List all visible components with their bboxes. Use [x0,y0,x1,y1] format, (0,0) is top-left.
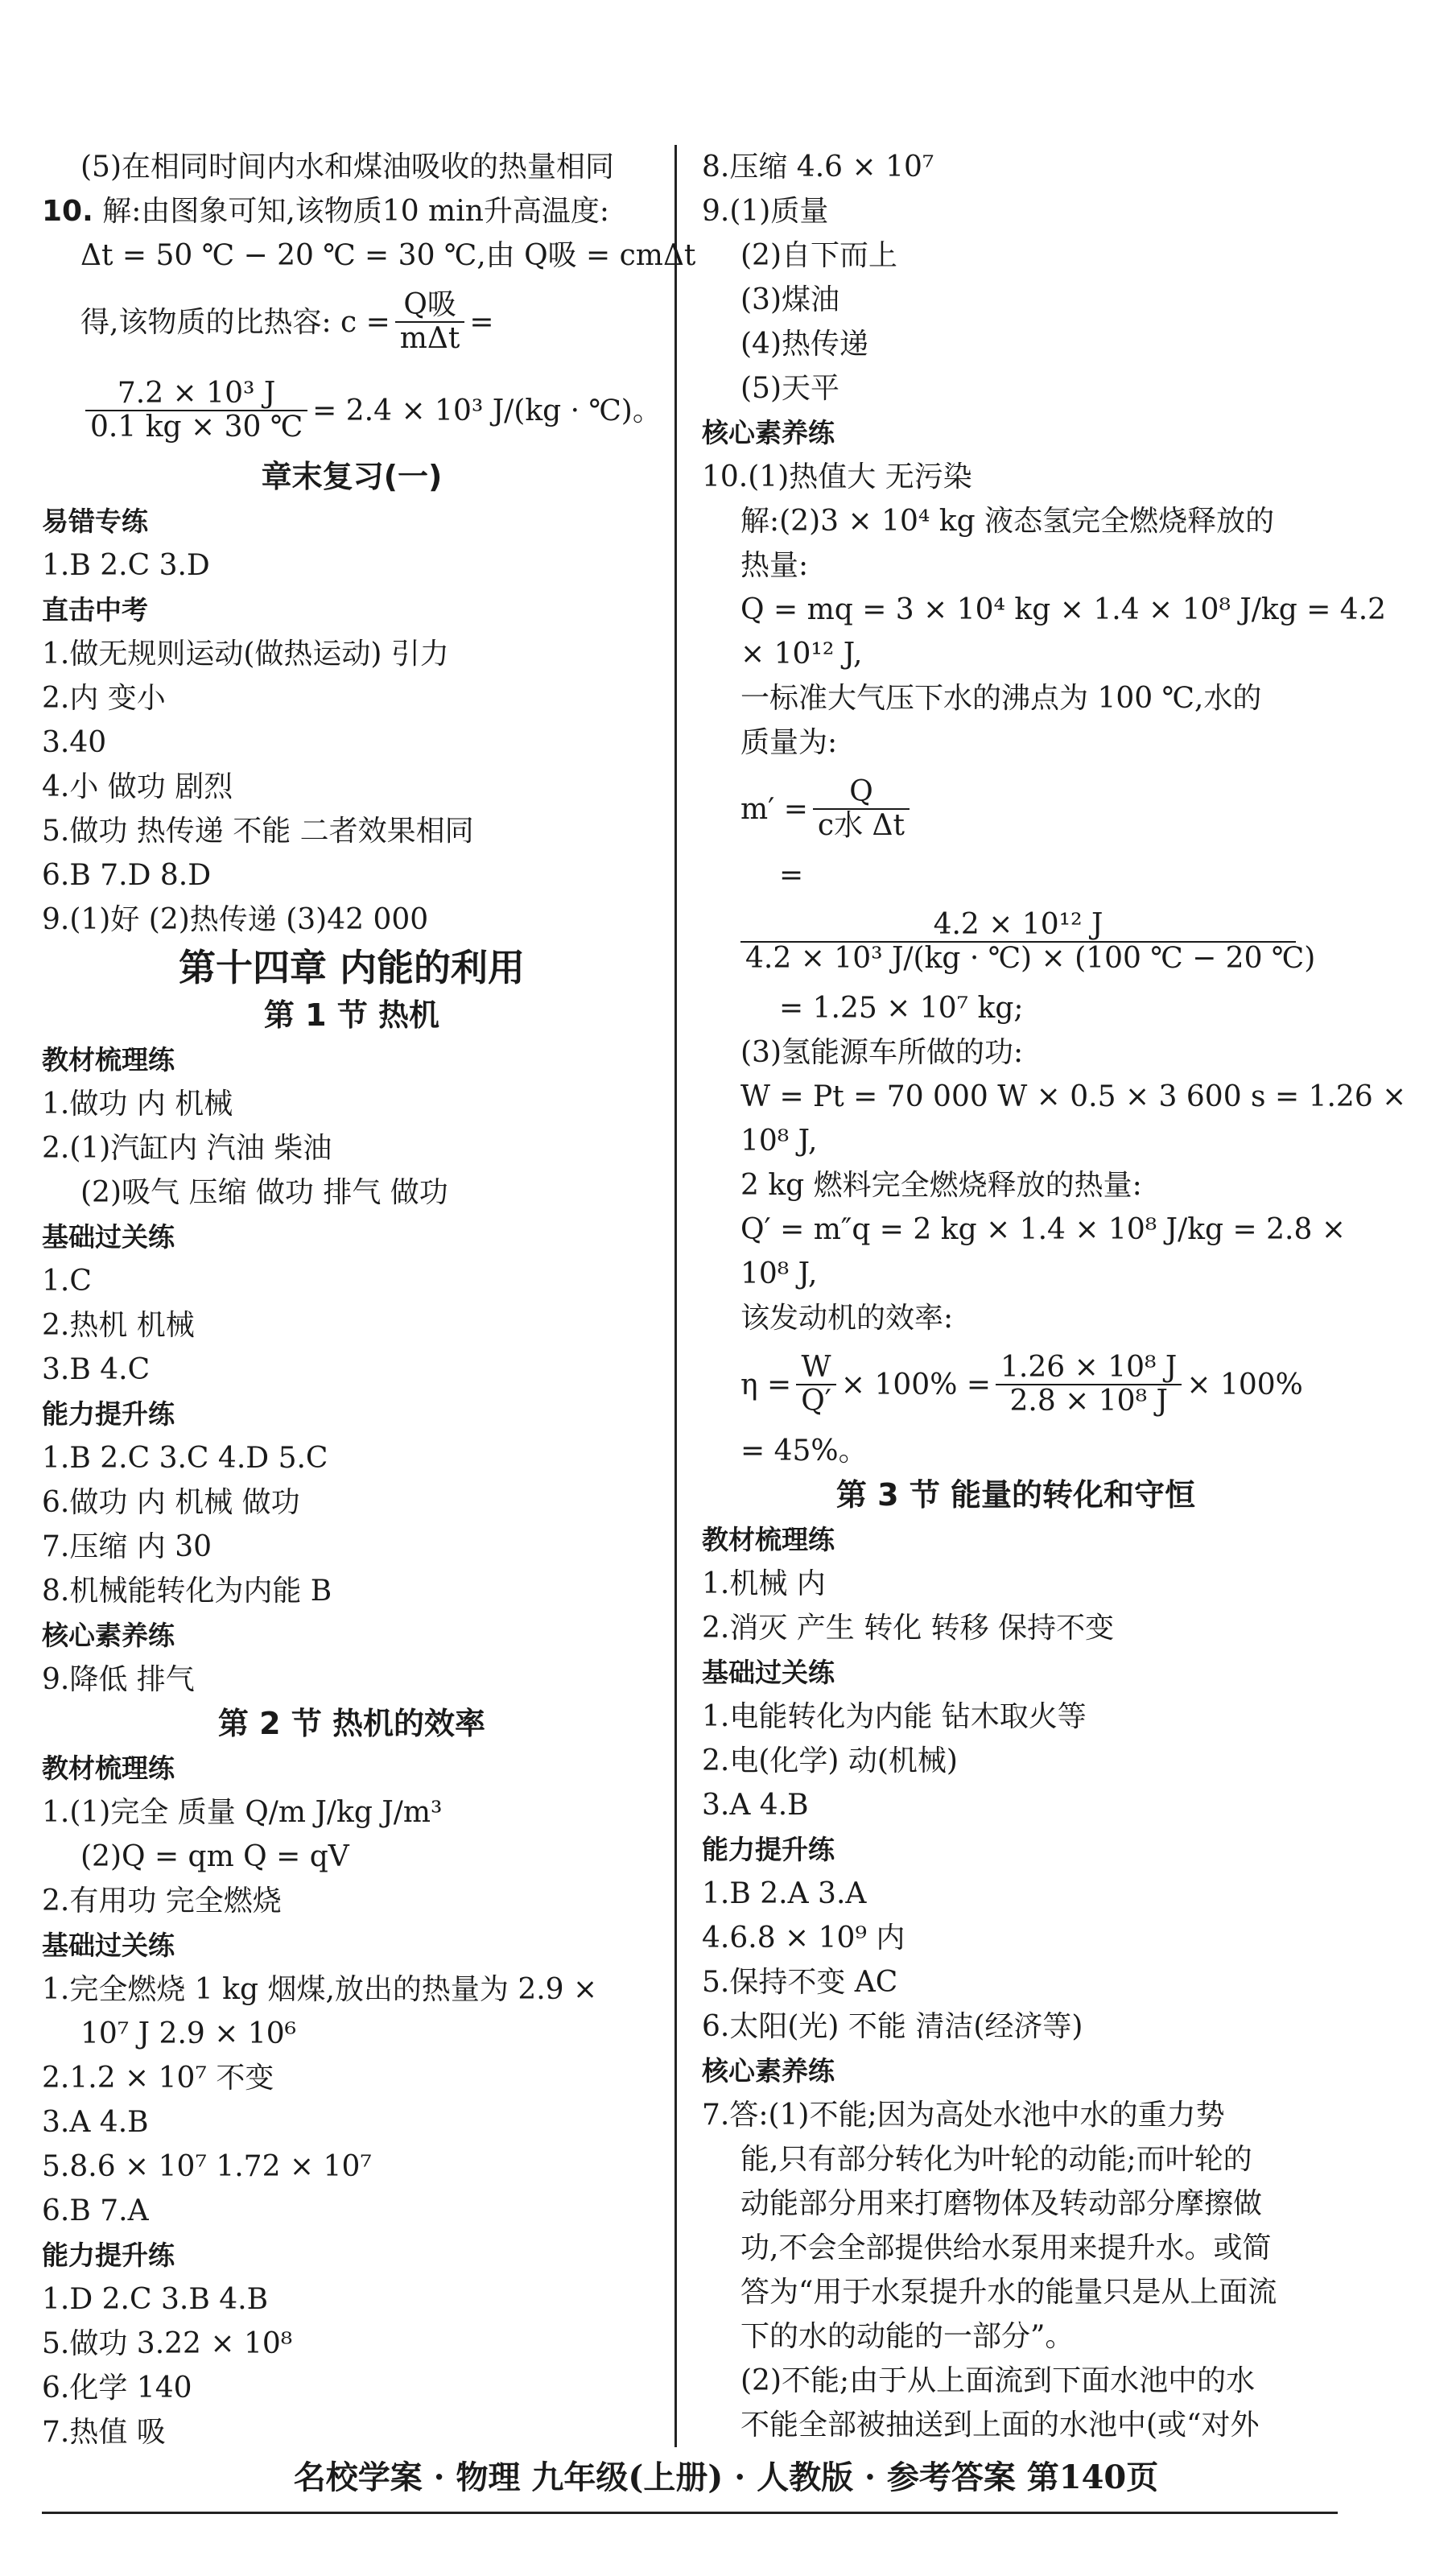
answer-line: 9.降低 排气 [42,1663,195,1696]
answer-line: 6.太阳(光) 不能 清洁(经济等) [702,2010,1083,2043]
formula-text: 得,该物质的比热容: c = [80,305,390,339]
answer-line: 功,不会全部提供给水泵用来提升水。或简 [740,2231,1272,2264]
answer-line: = 45%。 [740,1435,868,1468]
fraction-numerator: 7.2 × 10³ J [85,378,307,411]
formula-text: × 100% = [840,1368,992,1402]
answer-line: 6.B 7.A [42,2194,149,2227]
answer-line: 1.B 2.A 3.A [702,1877,867,1910]
answer-line: Q′ = m″q = 2 kg × 1.4 × 10⁸ J/kg = 2.8 × [740,1213,1346,1246]
section-title: 章末复习(一) [261,459,443,494]
answer-line: 3.A 4.B [42,2106,149,2139]
answer-line: 8.机械能转化为内能 B [42,1575,332,1608]
answer-line: 1.(1)完全 质量 Q/m J/kg J/m³ [42,1796,443,1829]
answer-line: 质量为: [740,726,838,759]
answer-line: 5.8.6 × 10⁷ 1.72 × 10⁷ [42,2150,372,2183]
answer-line: (5)天平 [740,372,839,405]
answer-line: 动能部分用来打磨物体及转动部分摩擦做 [740,2187,1263,2220]
page-footer: 名校学案 · 物理 九年级(上册) · 人教版 · 参考答案 第140页 [293,2458,1159,2496]
fraction-denominator: c水 Δt [817,809,905,842]
formula-line [42,278,662,366]
answer-line: (2)自下而上 [740,239,897,272]
answer-line: 1.做无规则运动(做热运动) 引力 [42,638,449,671]
answer-line: 2.内 变小 [42,682,166,715]
answer-line: 答为“用于水泵提升水的能量只是从上面流 [740,2276,1277,2309]
answer-line: 5.做功 3.22 × 10⁸ [42,2327,293,2360]
answer-line: 9.(1)好 (2)热传递 (3)42 000 [42,903,429,936]
answer-line: × 10¹² J, [740,638,863,671]
formula-line [702,765,1330,853]
category-heading: 核心素养练 [42,1620,175,1651]
answer-line: 3.A 4.B [702,1789,809,1822]
answer-line: 2.电(化学) 动(机械) [702,1744,958,1777]
answer-line: 6.化学 140 [42,2372,192,2405]
answer-line: = [779,859,804,892]
section-title: 第 2 节 热机的效率 [217,1706,486,1741]
answer-line: 1.机械 内 [702,1567,826,1600]
formula-text: = [469,305,494,339]
answer-line: = 1.25 × 10⁷ kg; [779,992,1024,1025]
category-heading: 易错专练 [42,506,148,537]
category-heading: 基础过关练 [42,1221,175,1253]
answer-line: (2)不能;由于从上面流到下面水池中的水 [740,2364,1256,2397]
fraction-denominator: Q′ [801,1385,831,1418]
fraction [796,1352,836,1418]
fraction-numerator: 1.26 × 10⁸ J [996,1352,1182,1385]
answer-line: (4)热传递 [740,328,868,361]
fraction-numerator: W [796,1352,836,1385]
category-heading: 核心素养练 [702,2055,835,2087]
answer-line: (3)煤油 [740,283,839,316]
answer-line: 7.压缩 内 30 [42,1530,212,1563]
formula-text: × 100% [1186,1368,1303,1402]
category-heading: 基础过关练 [702,1657,835,1688]
category-heading: 能力提升练 [42,1398,175,1430]
answer-line: 不能全部被抽送到上面的水池中(或“对外 [740,2409,1260,2442]
answer-line: Q = mq = 3 × 10⁴ kg × 1.4 × 10⁸ J/kg = 4.2 [740,593,1387,626]
answer-line: 1.B 2.C 3.D [42,549,210,582]
answer-line: 1.电能转化为内能 钻木取火等 [702,1700,1087,1733]
right-column [702,145,1407,2447]
category-heading: 核心素养练 [702,417,835,448]
question-number: 10. [42,195,93,228]
answer-line: 1.C [42,1265,92,1298]
formula-line [702,1340,1330,1429]
fraction [996,1352,1182,1418]
fraction-denominator: 2.8 × 10⁸ J [1009,1385,1168,1418]
answer-line: 2.1.2 × 10⁷ 不变 [42,2062,274,2095]
fraction-numerator: Q [813,776,910,810]
answer-line: 2.(1)汽缸内 汽油 柴油 [42,1132,332,1165]
answer-line: 下的水的动能的一部分”。 [740,2320,1075,2353]
formula-text: = 2.4 × 10³ J/(kg · ℃)。 [312,394,662,427]
answer-line: 解:(2)3 × 10⁴ kg 液态氢完全燃烧释放的 [740,505,1275,538]
formula-text: m′ = [740,792,808,826]
answer-line: 3.B 4.C [42,1353,151,1386]
left-column [42,145,696,2454]
answer-line: 1.D 2.C 3.B 4.B [42,2283,269,2316]
answer-line: 2 kg 燃料完全燃烧释放的热量: [740,1169,1142,1202]
fraction-denominator: 4.2 × 10³ J/(kg · ℃) × (100 ℃ − 20 ℃) [745,942,1316,975]
fraction [395,289,465,355]
answer-line: 4.6.8 × 10⁹ 内 [702,1922,905,1955]
answer-line: 2.有用功 完全燃烧 [42,1885,282,1918]
answer-line: 4.小 做功 剧烈 [42,770,233,803]
answer-line: 热量: [740,549,809,582]
answer-line: 2.热机 机械 [42,1309,195,1342]
answer-line: 6.做功 内 机械 做功 [42,1486,300,1519]
answer-line: 该发动机的效率: [740,1302,954,1335]
answer-line: 5.做功 热传递 不能 二者效果相同 [42,815,474,848]
formula-line [42,366,662,455]
answer-line: (5)在相同时间内水和煤油吸收的热量相同 [80,151,614,184]
category-heading: 能力提升练 [702,1834,835,1865]
footer-rule [42,2512,1338,2514]
category-heading: 能力提升练 [42,2240,175,2271]
fraction [740,908,1316,975]
answer-line: 3.40 [42,726,107,759]
answer-line [42,189,662,233]
section-title: 第 1 节 热机 [263,997,440,1033]
answer-line: (2)吸气 压缩 做功 排气 做功 [80,1176,448,1209]
fraction-numerator: Q吸 [395,289,465,323]
category-heading: 基础过关练 [42,1930,175,1961]
answer-line: Δt = 50 ℃ − 20 ℃ = 30 ℃,由 Q吸 = cmΔt [80,239,696,272]
answer-line: 能,只有部分转化为叶轮的动能;而叶轮的 [740,2143,1252,2176]
answer-text: 解:由图象可知,该物质10 min升高温度: [102,195,610,228]
answer-line: 1.B 2.C 3.C 4.D 5.C [42,1442,328,1475]
answer-line: 一标准大气压下水的沸点为 100 ℃,水的 [740,682,1262,715]
answer-line: (3)氢能源车所做的功: [740,1036,1024,1069]
fraction [813,776,910,842]
answer-line: 7.热值 吸 [42,2416,166,2449]
answer-line: (2)Q = qm Q = qV [80,1840,349,1873]
answer-line: 7.答:(1)不能;因为高处水池中水的重力势 [702,2099,1225,2132]
fraction [85,378,307,444]
category-heading: 教材梳理练 [42,1044,175,1075]
column-divider [674,145,677,2447]
answer-line: 5.保持不变 AC [702,1966,898,1999]
fraction-denominator: mΔt [399,322,460,355]
formula-line [702,898,1330,986]
answer-line: 8.压缩 4.6 × 10⁷ [702,151,934,184]
fraction-denominator: 0.1 kg × 30 ℃ [90,411,303,444]
category-heading: 教材梳理练 [42,1752,175,1784]
answer-line: 6.B 7.D 8.D [42,859,212,892]
answer-line: 9.(1)质量 [702,195,829,228]
formula-text: η = [740,1368,792,1402]
category-heading: 直击中考 [42,594,148,625]
answer-line: 1.完全燃烧 1 kg 烟煤,放出的热量为 2.9 × [42,1973,598,2006]
answer-line: 2.消灭 产生 转化 转移 保持不变 [702,1612,1115,1645]
answer-line: 10⁸ J, [740,1125,818,1158]
answer-line: 10⁸ J, [740,1257,818,1290]
answer-line: W = Pt = 70 000 W × 0.5 × 3 600 s = 1.26 × [740,1080,1407,1113]
fraction-numerator: 4.2 × 10¹² J [740,909,1296,943]
section-title: 第 3 节 能量的转化和守恒 [835,1477,1196,1513]
answer-line: 1.做功 内 机械 [42,1088,233,1121]
chapter-title: 第十四章 内能的利用 [178,946,525,989]
category-heading: 教材梳理练 [702,1524,835,1555]
answer-line: 10.(1)热值大 无污染 [702,460,972,493]
answer-line: 10⁷ J 2.9 × 10⁶ [80,2017,297,2050]
